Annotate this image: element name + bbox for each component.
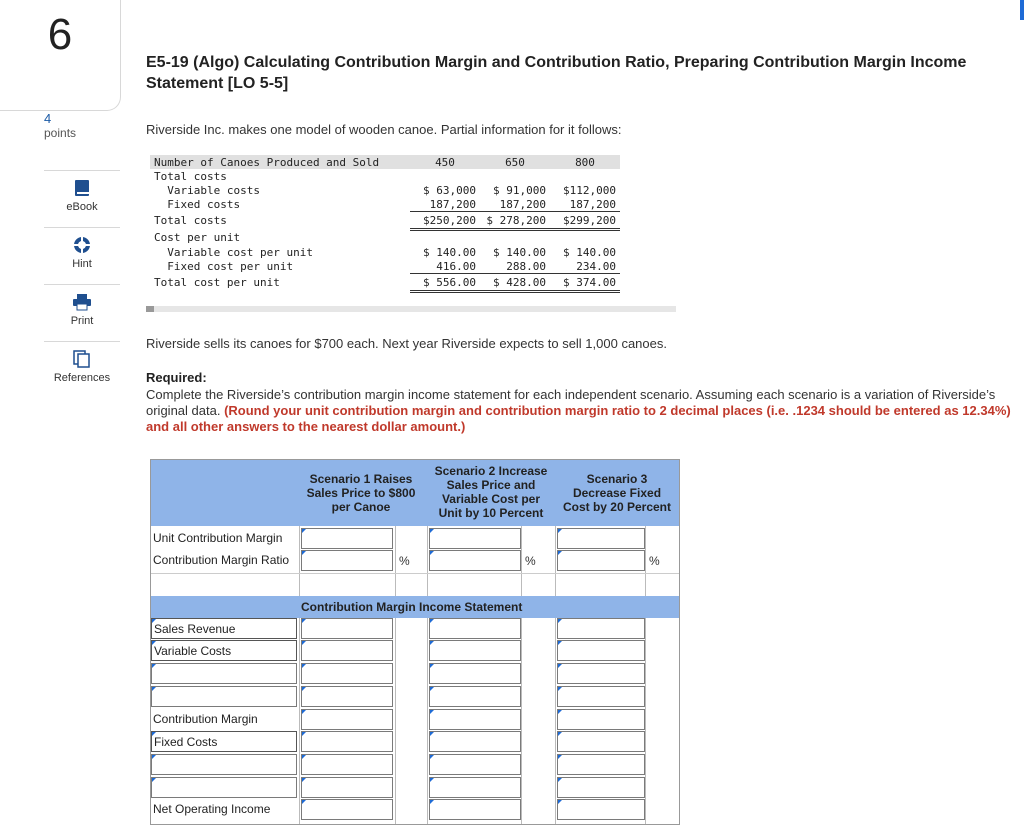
s1-noi-input[interactable] [301,799,393,820]
blank-label-input[interactable] [151,686,297,707]
pct-symbol: % [525,554,536,568]
s1-sales-input[interactable] [301,618,393,639]
sales-revenue-label-box[interactable]: Sales Revenue [151,618,297,639]
s2-cm-input[interactable] [429,709,521,730]
hint-button[interactable] [44,227,120,280]
s1-blank-input[interactable] [301,777,393,798]
s1-cm-input[interactable] [301,709,393,730]
required-text [146,387,1022,435]
fixed-costs-label-box[interactable]: Fixed Costs [151,731,297,752]
table-row: Cost per unit [154,230,241,244]
s3-cm-input[interactable] [557,709,645,730]
hint-label: Hint [72,258,92,270]
s3-variable-input[interactable] [557,640,645,661]
s3-cm-ratio-input[interactable] [557,550,645,571]
s1-variable-input[interactable] [301,640,393,661]
table-row: Total costs [154,169,227,183]
s2-variable-input[interactable] [429,640,521,661]
s3-unit-cm-input[interactable] [557,528,645,549]
rounding-instruction: (Round your unit contribution margin and contribution margin ratio to 2 decimal places (i.e. .1234 should be entered as 12.34%) and all other answers to the nearest dollar amount.) [146,403,1011,434]
ebook-button[interactable] [44,170,120,223]
table-row: Total costs $250,200 $ 278,200 $299,200 [150,212,620,230]
s1-unit-cm-input[interactable] [301,528,393,549]
s3-noi-input[interactable] [557,799,645,820]
question-title: E5-19 (Algo) Calculating Contribution Margin and Contribution Ratio, Preparing Contribution Margin Income Statement [LO 5-5] [146,54,967,92]
contribution-margin-label: Contribution Margin [153,712,258,726]
blank-label-input[interactable] [151,754,297,775]
s2-noi-input[interactable] [429,799,521,820]
scenario-2-header: Scenario 2 Increase Sales Price and Variable Cost per Unit by 10 Percent [434,464,548,520]
s3-blank-input[interactable] [557,754,645,775]
table-row: Fixed cost per unit 416.00 288.00 234.00 [150,259,620,274]
s2-sales-input[interactable] [429,618,521,639]
printer-icon [44,293,120,311]
print-button[interactable] [44,284,120,337]
s2-blank-input[interactable] [429,663,521,684]
s1-cm-ratio-input[interactable] [301,550,393,571]
required-heading: Required: [146,370,207,385]
net-operating-income-label: Net Operating Income [153,802,271,816]
ebook-label: eBook [66,201,98,213]
s2-blank-input[interactable] [429,686,521,707]
horizontal-scrollbar[interactable] [146,306,676,312]
cm-ratio-label: Contribution Margin Ratio [153,553,290,567]
s2-unit-cm-input[interactable] [429,528,521,549]
s3-blank-input[interactable] [557,777,645,798]
s3-sales-input[interactable] [557,618,645,639]
scroll-indicator [1020,0,1024,20]
cost-data-table [150,155,620,293]
intro-text: Riverside Inc. makes one model of wooden canoe. Partial information for it follows: [146,122,622,137]
s1-fixed-input[interactable] [301,731,393,752]
required-body: Complete the Riverside’s contribution margin income statement for each independent scenario. Assuming each scenario is a variation of Riverside’s original data. [146,387,996,418]
s1-blank-input[interactable] [301,686,393,707]
variable-costs-label-box[interactable]: Variable Costs [151,640,297,661]
s3-blank-input[interactable] [557,686,645,707]
question-number: 6 [47,10,73,59]
s2-cm-ratio-input[interactable] [429,550,521,571]
s1-blank-input[interactable] [301,754,393,775]
references-button[interactable] [44,341,120,394]
blank-label-input[interactable] [151,663,297,684]
s2-fixed-input[interactable] [429,731,521,752]
cost-table-header: Number of Canoes Produced and Sold 450 650 800 [150,155,620,169]
book-icon [44,179,120,197]
table-row: Total cost per unit $ 556.00 $ 428.00 $ 374.00 [150,274,620,292]
table-row: Variable costs $ 63,000 $ 91,000 $112,000 [154,183,616,197]
s2-blank-input[interactable] [429,754,521,775]
scenario-3-header: Scenario 3 Decrease Fixed Cost by 20 Percent [562,472,672,514]
scenario-1-header: Scenario 1 Raises Sales Price to $800 per Canoe [306,472,416,514]
s2-blank-input[interactable] [429,777,521,798]
blank-label-input[interactable] [151,777,297,798]
table-row: Variable cost per unit $ 140.00 $ 140.00 $ 140.00 [154,245,616,259]
lifebuoy-icon [44,236,120,254]
points-value: 4 [44,111,52,126]
scrollbar-thumb[interactable] [146,306,154,312]
unit-cm-label: Unit Contribution Margin [153,531,283,545]
s1-blank-input[interactable] [301,663,393,684]
s3-blank-input[interactable] [557,663,645,684]
answer-table [150,459,680,825]
references-icon [44,350,120,368]
sells-text: Riverside sells its canoes for $700 each. Next year Riverside expects to sell 1,000 canoes. [146,336,667,351]
pct-symbol: % [649,554,660,568]
table-row: Fixed costs 187,200 187,200 187,200 [150,197,620,212]
print-label: Print [70,315,94,327]
references-label: References [53,372,111,384]
s3-fixed-input[interactable] [557,731,645,752]
pct-symbol: % [399,554,410,568]
income-statement-title: Contribution Margin Income Statement [301,600,523,614]
points-label: points [44,126,77,140]
